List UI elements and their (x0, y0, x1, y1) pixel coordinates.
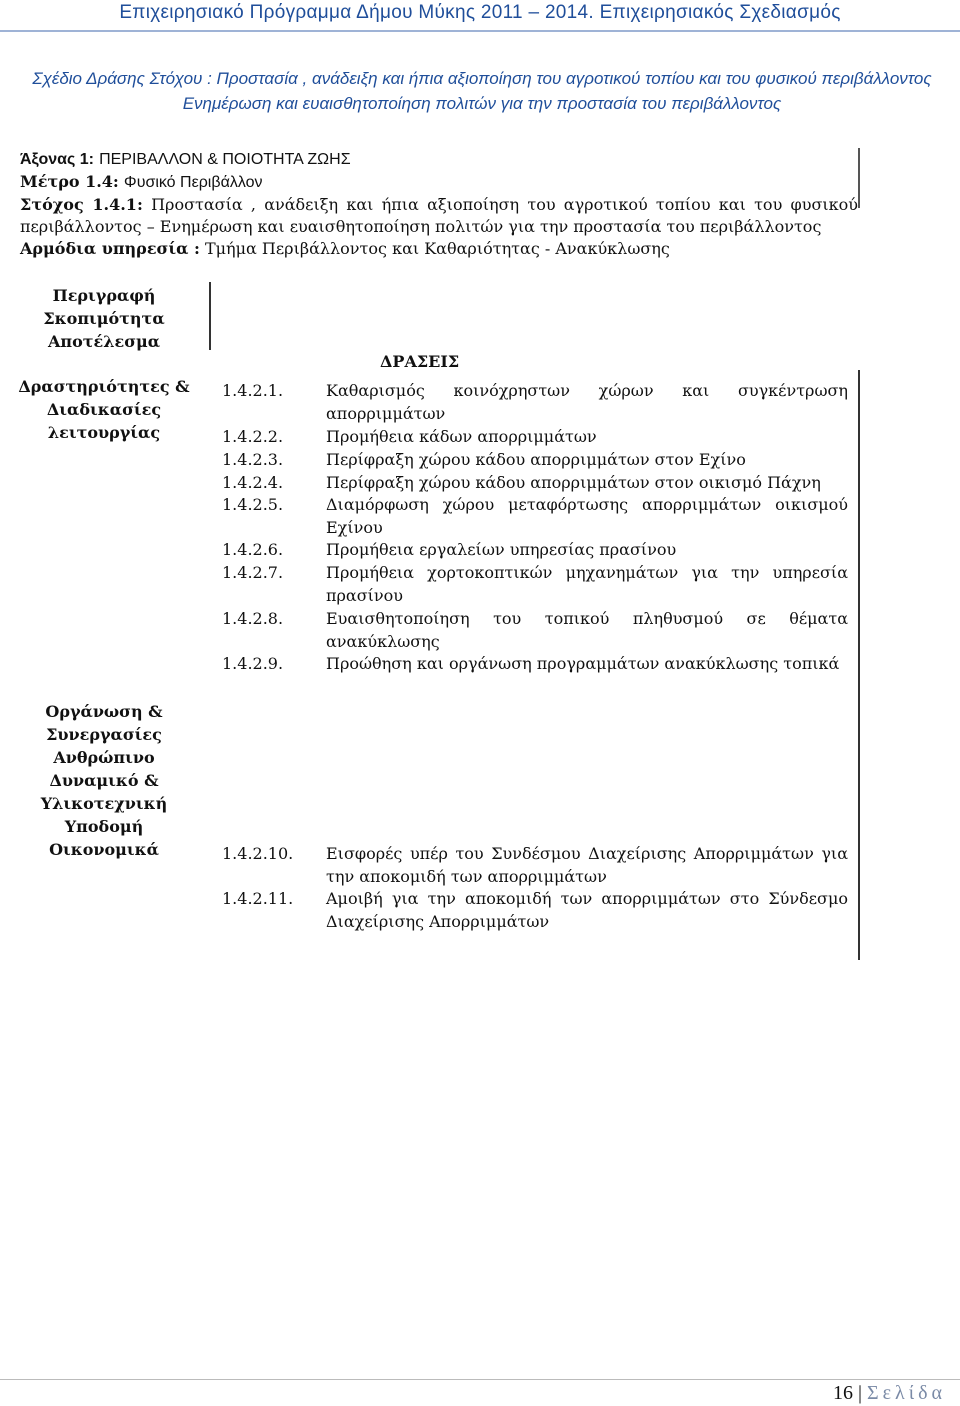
action-item (222, 887, 848, 933)
table-divider (209, 282, 211, 350)
action-item (222, 652, 848, 675)
action-text: Προμήθεια εργαλείων υπηρεσίας πρασίνου (326, 540, 677, 559)
header-rule (0, 30, 960, 32)
actions-title: ΔΡΑΣΕΙΣ (380, 352, 460, 371)
action-text: Διαμόρφωση χώρου μεταφόρτωσης απορριμμάτων οικισμού Εχίνου (326, 495, 848, 537)
label-resources: Δυναμικό & (49, 771, 159, 790)
action-text: Προώθηση και οργάνωση προγραμμάτων ανακύκλωσης τοπικά (326, 654, 840, 673)
goal-paragraph (20, 194, 858, 260)
action-number: 1.4.2.10. (222, 844, 294, 863)
action-text: Περίφραξη χώρου κάδου απορριμμάτων στον Εχίνο (326, 450, 746, 469)
label-infrastructure: Υποδομή (64, 817, 144, 836)
action-item (222, 607, 848, 653)
footer-separator: | (857, 1382, 862, 1404)
action-text: Καθαρισμός κοινόχρηστων χώρων και συγκέντρωση απορριμμάτων (326, 381, 848, 423)
table-border-right (858, 370, 860, 960)
goal-label: Στόχος 1.4.1: (20, 195, 143, 214)
action-text: Ευαισθητοποίηση του τοπικού πληθυσμού σε θέματα ανακύκλωσης (326, 609, 848, 651)
department-label: Αρμόδια υπηρεσία : (20, 239, 200, 258)
label-organization: Οργάνωση & (45, 702, 163, 721)
action-item (222, 425, 848, 448)
axis-value: ΠΕΡΙΒΑΛΛΟΝ & ΠΟΙΟΤΗΤΑ ΖΩΗΣ (99, 151, 351, 168)
action-text: Προμήθεια κάδων απορριμμάτων (326, 427, 597, 446)
action-item (222, 538, 848, 561)
measure-line (20, 171, 880, 194)
label-operation: λειτουργίας (47, 423, 161, 442)
label-activities: Δραστηριότητες & (18, 377, 190, 396)
department-value: Τμήμα Περιβάλλοντος και Καθαριότητας - Ανακύκλωσης (204, 239, 670, 258)
goal-value: Προστασία , ανάδειξη και ήπια αξιοποίηση του αγροτικού τοπίου και του φυσικού περιβάλλοντος – Ενημέρωση και ευαισθητοποίηση πολιτών για την προστασία του περιβάλλοντος (20, 195, 859, 236)
action-number: 1.4.2.5. (222, 495, 284, 514)
measure-value: Φυσικό Περιβάλλον (123, 174, 263, 191)
label-description: Περιγραφή (52, 286, 156, 305)
running-header: Επιχειρησιακό Πρόγραμμα Δήμου Μύκης 2011 – 2014. Επιχειρησιακός Σχεδιασμός (119, 2, 841, 23)
action-number: 1.4.2.4. (222, 473, 284, 492)
action-number: 1.4.2.11. (222, 889, 294, 908)
page-footer (833, 1382, 946, 1405)
label-human: Ανθρώπινο (53, 748, 155, 767)
page-number: 16 (832, 1382, 853, 1404)
label-purpose: Σκοπιμότητα (43, 309, 165, 328)
action-number: 1.4.2.7. (222, 563, 284, 582)
table-border-top (858, 148, 860, 208)
axis-line (20, 148, 880, 171)
action-number: 1.4.2.6. (222, 540, 284, 559)
action-text: Εισφορές υπέρ του Συνδέσμου Διαχείρισης Απορριμμάτων για την αποκομιδή των απορριμμάτων (326, 844, 848, 886)
label-procedures: Διαδικασίες (46, 400, 162, 419)
action-item (222, 493, 848, 539)
label-financial: Οικονομικά (49, 840, 159, 859)
page-label: Σελίδα (866, 1382, 946, 1404)
action-text: Περίφραξη χώρου κάδου απορριμμάτων στον οικισμό Πάχνη (326, 473, 821, 492)
action-item (222, 842, 848, 888)
measure-label: Μέτρο 1.4: (20, 172, 119, 191)
footer-rule (0, 1379, 960, 1380)
action-number: 1.4.2.2. (222, 427, 284, 446)
action-item (222, 379, 848, 425)
action-item (222, 471, 848, 494)
action-text: Προμήθεια χορτοκοπτικών μηχανημάτων για την υπηρεσία πρασίνου (326, 563, 848, 605)
action-number: 1.4.2.3. (222, 450, 284, 469)
action-item (222, 561, 848, 607)
plan-title: Σχέδιο Δράσης Στόχου : Προστασία , ανάδειξη και ήπια αξιοποίηση του αγροτικού τοπίου και του φυσικού περιβάλλοντος Ενημέρωση και ευαισθητοποίηση πολιτών για την προστασία του περιβάλλοντος (32, 69, 932, 113)
label-cooperation: Συνεργασίες (46, 725, 162, 744)
label-technical: Υλικοτεχνική (40, 794, 168, 813)
action-number: 1.4.2.8. (222, 609, 284, 628)
action-number: 1.4.2.9. (222, 654, 284, 673)
action-item (222, 448, 848, 471)
label-result: Αποτέλεσμα (47, 332, 161, 351)
axis-label: Άξονας 1: (20, 151, 94, 168)
action-number: 1.4.2.1. (222, 381, 284, 400)
action-text: Αμοιβή για την αποκομιδή των απορριμμάτων στο Σύνδεσμο Διαχείρισης Απορριμμάτων (326, 889, 848, 931)
